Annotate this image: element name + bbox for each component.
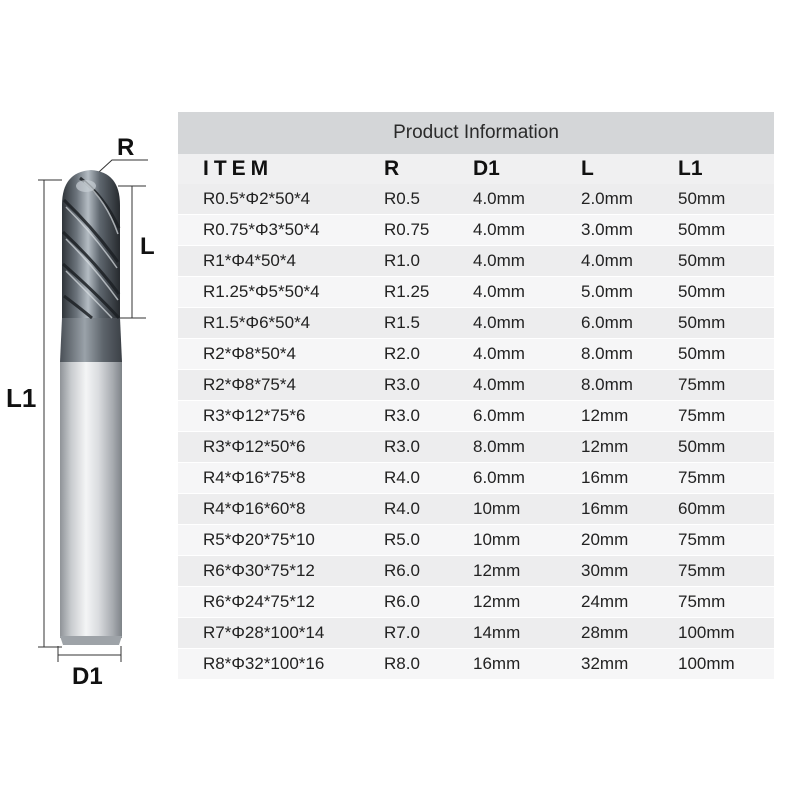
cell-r: R3.0 xyxy=(384,406,420,425)
cell-l: 8.0mm xyxy=(581,344,633,363)
cell-item: R4*Φ16*75*8 xyxy=(203,468,306,487)
cell-r: R6.0 xyxy=(384,592,420,611)
cell-l1: 75mm xyxy=(678,375,726,394)
cell-d1: 4.0mm xyxy=(473,189,525,208)
cell-r: R4.0 xyxy=(384,468,420,487)
table-row xyxy=(178,587,774,618)
cell-d1: 12mm xyxy=(473,592,521,611)
tool-cutting-head xyxy=(62,170,120,318)
cell-r: R5.0 xyxy=(384,530,420,549)
table-row xyxy=(178,277,774,308)
header-d1: D1 xyxy=(473,157,500,180)
cell-r: R1.0 xyxy=(384,251,420,270)
cell-l: 4.0mm xyxy=(581,251,633,270)
cell-l1: 75mm xyxy=(678,406,726,425)
radius-label: R xyxy=(117,134,135,161)
cell-l1: 60mm xyxy=(678,499,726,518)
table-header-row xyxy=(178,154,774,184)
cell-item: R6*Φ30*75*12 xyxy=(203,561,315,580)
table-row xyxy=(178,215,774,246)
cell-item: R2*Φ8*75*4 xyxy=(203,375,296,394)
table-row xyxy=(178,184,774,215)
cell-item: R3*Φ12*50*6 xyxy=(203,437,306,456)
table-row xyxy=(178,370,774,401)
cell-r: R6.0 xyxy=(384,561,420,580)
cell-l: 16mm xyxy=(581,468,629,487)
table-title: Product Information xyxy=(178,112,774,154)
table-row xyxy=(178,246,774,277)
cell-d1: 12mm xyxy=(473,561,521,580)
cell-item: R1.5*Φ6*50*4 xyxy=(203,313,311,332)
cell-d1: 4.0mm xyxy=(473,313,525,332)
cell-d1: 10mm xyxy=(473,499,521,518)
cell-r: R2.0 xyxy=(384,344,420,363)
cell-l: 20mm xyxy=(581,530,629,549)
cell-d1: 4.0mm xyxy=(473,344,525,363)
cell-l1: 50mm xyxy=(678,282,726,301)
cell-l1: 50mm xyxy=(678,313,726,332)
cell-d1: 8.0mm xyxy=(473,437,525,456)
cell-d1: 4.0mm xyxy=(473,220,525,239)
cell-l1: 50mm xyxy=(678,251,726,270)
cell-l: 12mm xyxy=(581,406,629,425)
cell-d1: 10mm xyxy=(473,530,521,549)
cell-l1: 50mm xyxy=(678,220,726,239)
cell-item: R7*Φ28*100*14 xyxy=(203,623,325,642)
cell-d1: 6.0mm xyxy=(473,468,525,487)
cell-l: 28mm xyxy=(581,623,629,642)
cell-d1: 16mm xyxy=(473,654,521,673)
cell-r: R7.0 xyxy=(384,623,420,642)
cell-l: 6.0mm xyxy=(581,313,633,332)
cell-l1: 50mm xyxy=(678,189,726,208)
cell-l1: 75mm xyxy=(678,530,726,549)
cell-r: R3.0 xyxy=(384,375,420,394)
header-r: R xyxy=(384,157,400,180)
cell-r: R1.25 xyxy=(384,282,430,301)
diameter-label: D1 xyxy=(72,663,103,690)
cell-r: R3.0 xyxy=(384,437,420,456)
cell-item: R8*Φ32*100*16 xyxy=(203,654,325,673)
cell-item: R0.75*Φ3*50*4 xyxy=(203,220,320,239)
table-row xyxy=(178,556,774,587)
cell-item: R6*Φ24*75*12 xyxy=(203,592,315,611)
cell-l: 5.0mm xyxy=(581,282,633,301)
cell-item: R0.5*Φ2*50*4 xyxy=(203,189,311,208)
cell-item: R1.25*Φ5*50*4 xyxy=(203,282,320,301)
product-info-table xyxy=(178,112,774,680)
table-row xyxy=(178,525,774,556)
cell-l1: 75mm xyxy=(678,592,726,611)
cell-d1: 6.0mm xyxy=(473,406,525,425)
cell-r: R4.0 xyxy=(384,499,420,518)
flute-length-label: L xyxy=(140,233,155,260)
table-row xyxy=(178,649,774,680)
cell-item: R1*Φ4*50*4 xyxy=(203,251,296,270)
cell-d1: 14mm xyxy=(473,623,521,642)
cell-l: 2.0mm xyxy=(581,189,633,208)
tool-shank xyxy=(60,362,122,645)
cell-r: R1.5 xyxy=(384,313,420,332)
cell-item: R4*Φ16*60*8 xyxy=(203,499,306,518)
cell-l: 16mm xyxy=(581,499,629,518)
cell-l: 30mm xyxy=(581,561,629,580)
table-row xyxy=(178,494,774,525)
header-item: ITEM xyxy=(203,157,274,180)
header-l1: L1 xyxy=(678,157,703,180)
table-row xyxy=(178,339,774,370)
header-l: L xyxy=(581,157,594,180)
cell-r: R0.75 xyxy=(384,220,430,239)
table-row xyxy=(178,463,774,494)
cell-r: R8.0 xyxy=(384,654,420,673)
cell-l1: 75mm xyxy=(678,561,726,580)
cell-d1: 4.0mm xyxy=(473,251,525,270)
overall-length-label: L1 xyxy=(6,383,37,413)
cell-r: R0.5 xyxy=(384,189,420,208)
cell-item: R2*Φ8*50*4 xyxy=(203,344,296,363)
cell-d1: 4.0mm xyxy=(473,282,525,301)
table-row xyxy=(178,308,774,339)
cell-l1: 50mm xyxy=(678,344,726,363)
cell-l: 3.0mm xyxy=(581,220,633,239)
cell-l1: 75mm xyxy=(678,468,726,487)
cell-l: 24mm xyxy=(581,592,629,611)
cell-item: R3*Φ12*75*6 xyxy=(203,406,306,425)
table-row xyxy=(178,618,774,649)
cell-d1: 4.0mm xyxy=(473,375,525,394)
cell-l1: 100mm xyxy=(678,654,735,673)
table-row xyxy=(178,401,774,432)
cell-l1: 100mm xyxy=(678,623,735,642)
tool-neck xyxy=(60,318,122,362)
cell-l: 12mm xyxy=(581,437,629,456)
cell-l: 32mm xyxy=(581,654,629,673)
table-row xyxy=(178,432,774,463)
cell-item: R5*Φ20*75*10 xyxy=(203,530,315,549)
cell-l1: 50mm xyxy=(678,437,726,456)
table-body xyxy=(178,184,774,680)
cell-l: 8.0mm xyxy=(581,375,633,394)
